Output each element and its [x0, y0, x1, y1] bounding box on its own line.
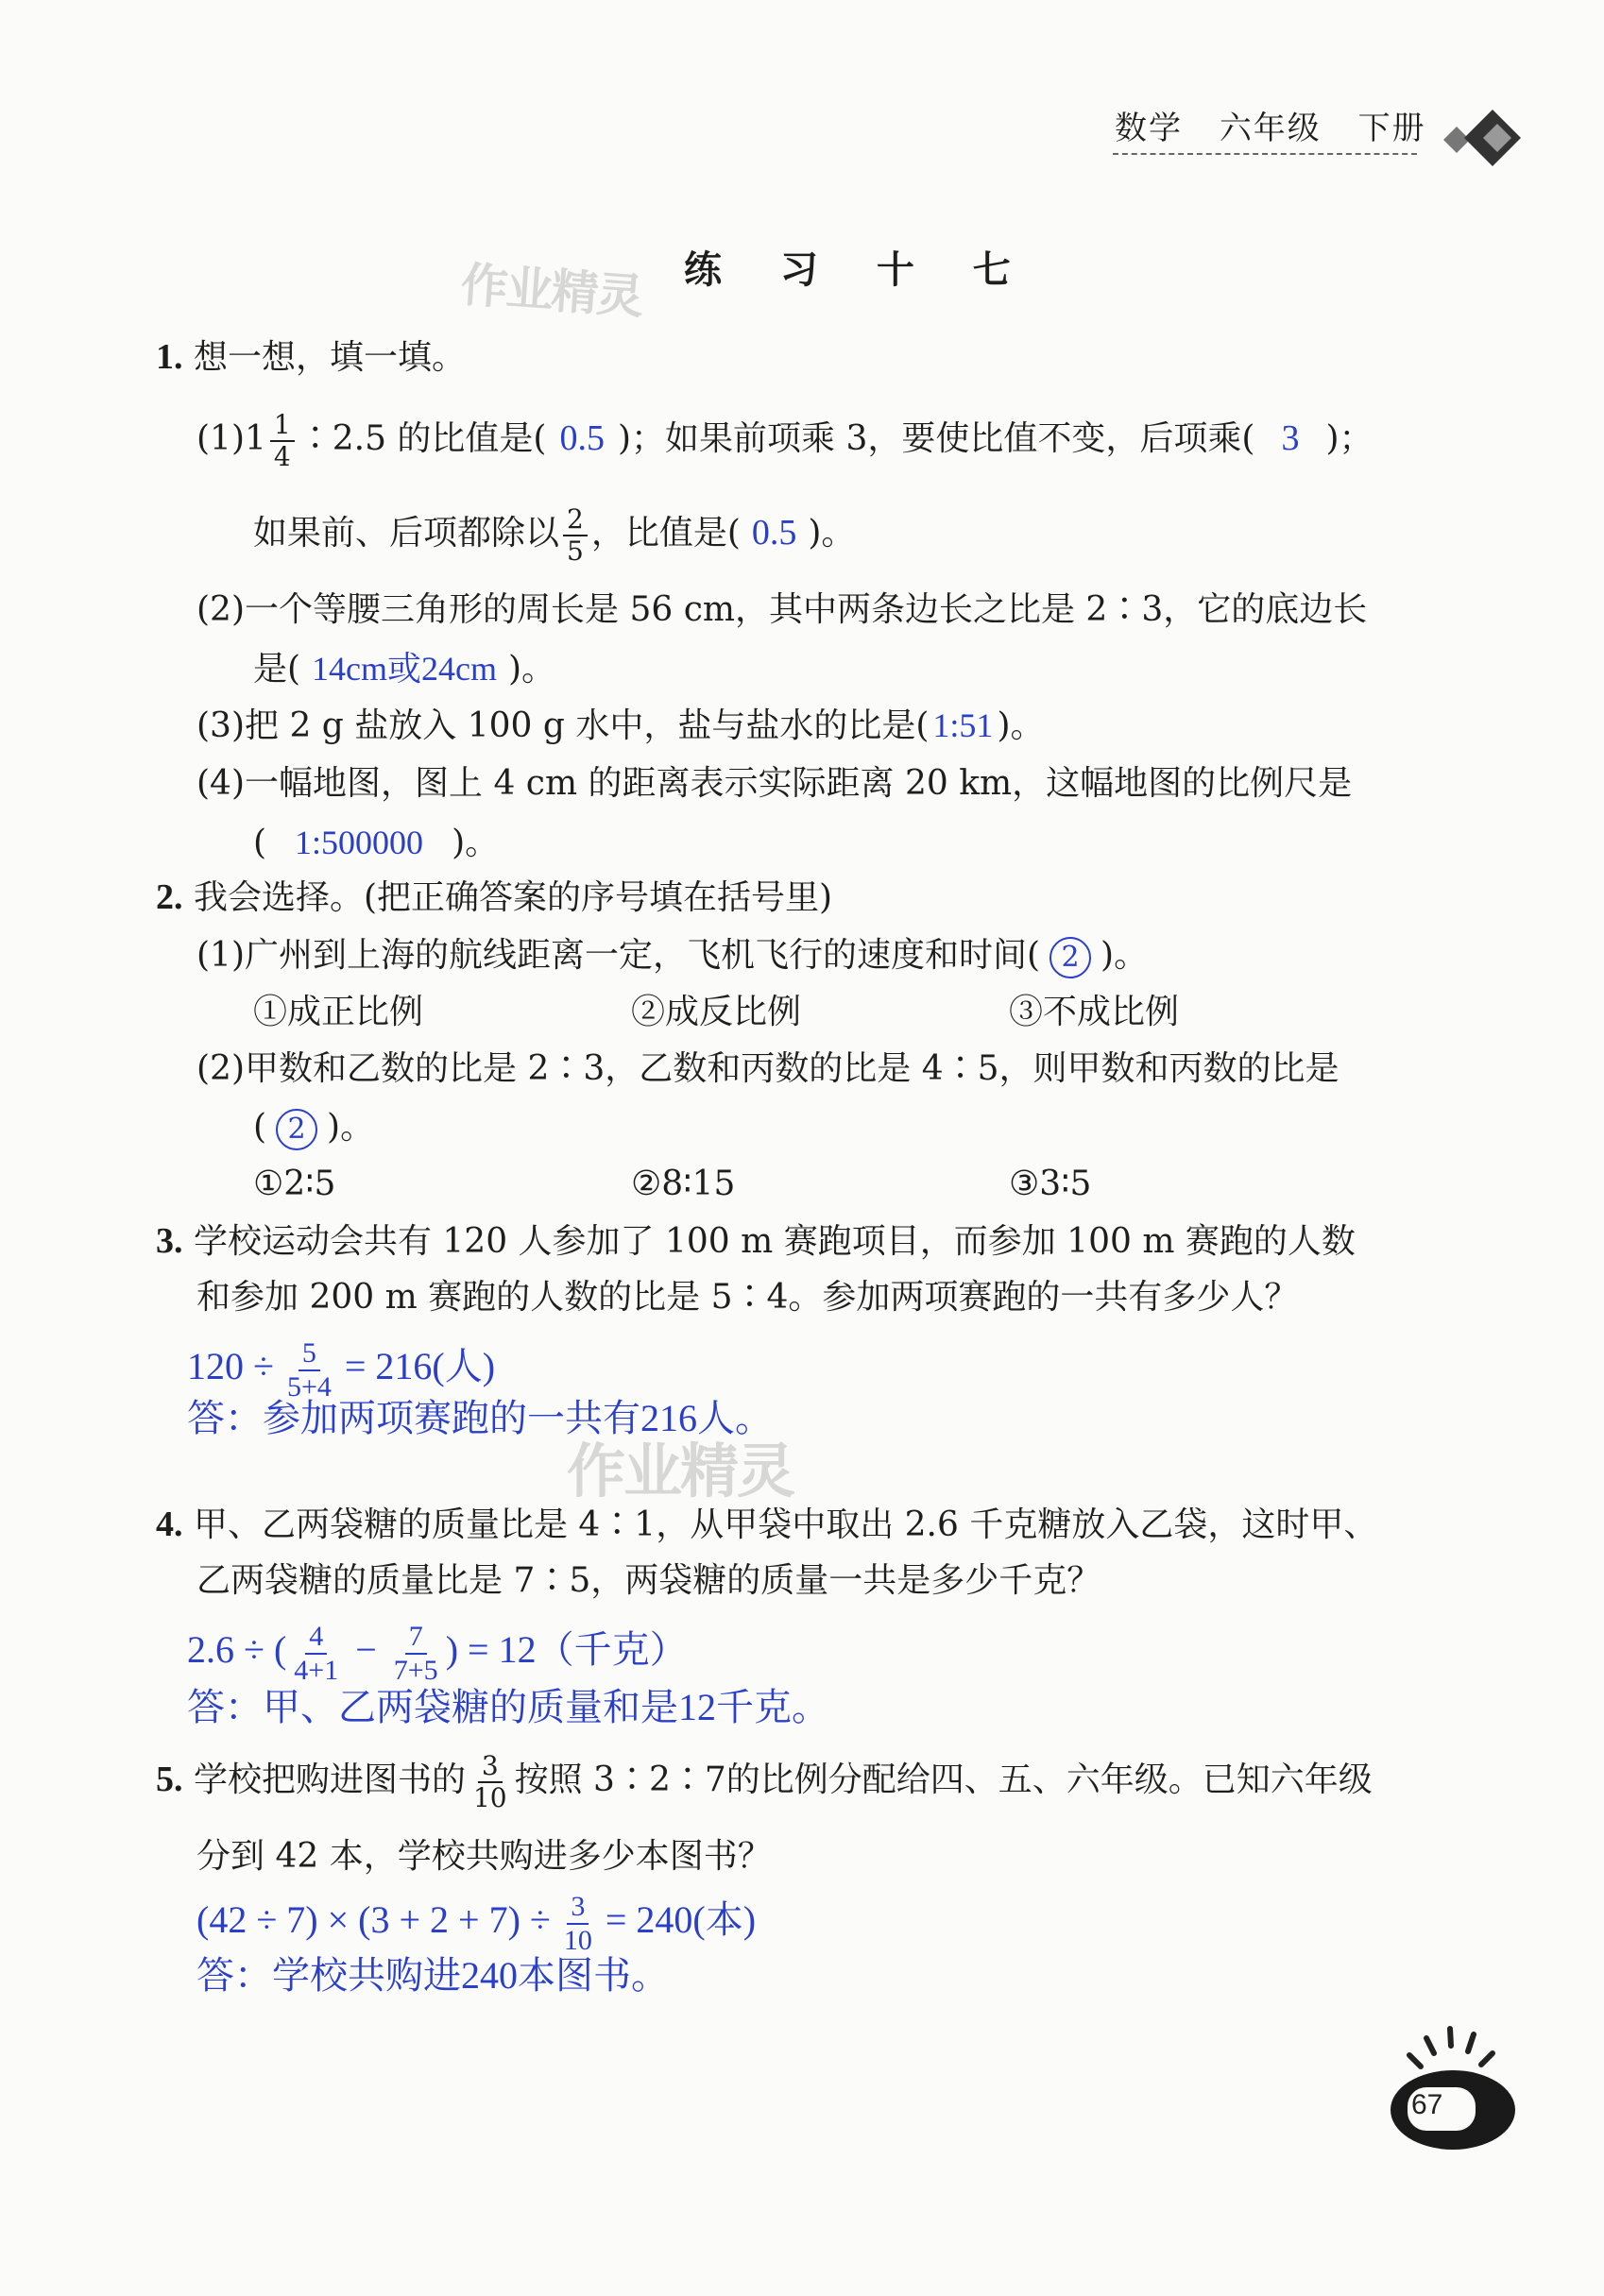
- q5-calculation: [196, 1893, 756, 1955]
- frac-numerator: 3: [567, 1893, 589, 1925]
- header-subject-line: [1115, 102, 1426, 148]
- q2-part2-line2: [253, 1107, 374, 1150]
- q1p3-answer: 1:51: [932, 706, 994, 744]
- q2-prompt: 我会选择。(把正确答案的序号填在括号里): [193, 878, 833, 917]
- q1-part2-line1: (2)一个等腰三角形的周长是 56 cm，其中两条边长之比是 2∶3，它的底边长: [196, 590, 1368, 629]
- q2-part2-line1: (2)甲数和乙数的比是 2∶3，乙数和丙数的比是 4∶5，则甲数和丙数的比是: [196, 1049, 1340, 1088]
- q1p1-line2-text2: ，比值是(: [590, 514, 741, 553]
- q1p1-line2-text3: )。: [808, 514, 856, 553]
- q5-line2: 分到 42 本，学校共购进多少本图书？: [196, 1837, 772, 1876]
- watermark-top: 作业精灵: [458, 257, 644, 325]
- header-subject: 数学: [1115, 110, 1183, 147]
- q1-part2-line2: [253, 648, 555, 690]
- q4-calc-text2: ) = 12（千克）: [445, 1628, 688, 1672]
- q1p1-answer2: 3: [1281, 418, 1300, 458]
- q1p1-answer3: 0.5: [751, 513, 797, 553]
- q1p3-text2: )。: [997, 706, 1045, 745]
- q2p2-option-1: ①2∶5: [253, 1165, 336, 1203]
- q3-number: 3.: [156, 1221, 183, 1261]
- q1p1-text1: ∶2.5 的比值是(: [298, 419, 547, 458]
- q1p3-text1: (3)把 2 g 盐放入 100 g 水中，盐与盐水的比是(: [196, 706, 930, 745]
- q3-line2: 和参加 200 m 赛跑的人数的比是 5∶4。参加两项赛跑的一共有多少人？: [196, 1278, 1299, 1317]
- q2-number: 2.: [156, 877, 183, 917]
- q1p1-fraction2: [563, 503, 588, 567]
- q4-calc-fraction1: [290, 1623, 342, 1685]
- page-number-badge: [1360, 2012, 1530, 2163]
- q5-calc-text1: (42 ÷ 7) × (3 + 2 + 7) ÷: [196, 1898, 551, 1942]
- q5-fraction: [469, 1750, 511, 1813]
- frac-numerator: 5: [299, 1339, 320, 1371]
- q1-part3: [196, 705, 1044, 747]
- q1p2-answer: 14cm或24cm: [312, 650, 498, 688]
- page-number: 67: [1411, 2089, 1443, 2120]
- q1p4-text2: )。: [452, 824, 500, 862]
- q1-header: [156, 336, 466, 379]
- q5-number: 5.: [156, 1760, 183, 1799]
- frac-denominator: 5+4: [286, 1371, 332, 1403]
- q2p1-text1: (1)广州到上海的航线距离一定，飞机飞行的速度和时间(: [196, 936, 1041, 975]
- q5-answer: 答：学校共购进240本图书。: [196, 1954, 669, 1997]
- q1p2-text2: )。: [508, 650, 556, 689]
- q1p1-answer1: 0.5: [559, 418, 605, 458]
- q1p1-text3: )；: [1325, 419, 1374, 458]
- q1p1-line2-text1: 如果前、后项都除以: [253, 514, 560, 553]
- q1-part4-line2: [253, 822, 499, 864]
- q4-text-line1: 甲、乙两袋糖的质量比是 4∶1，从甲袋中取出 2.6 千克糖放入乙袋，这时甲、: [193, 1505, 1378, 1544]
- q1p1-label: (1)1: [196, 419, 266, 458]
- page-title: 练 习 十 七: [684, 247, 1033, 292]
- q2p1-option-1: ①成正比例: [253, 993, 424, 1031]
- frac-numerator: 7: [405, 1623, 427, 1655]
- frac-denominator: 4+1: [294, 1655, 339, 1686]
- q1-part1-line1: [196, 409, 1374, 472]
- q1p1-text2: )；如果前项乘 3，要使比值不变，后项乘(: [617, 419, 1255, 458]
- frac-numerator: 4: [305, 1623, 327, 1655]
- watermark-middle: 作业精灵: [567, 1437, 794, 1505]
- q3-calc-text2: = 216(人): [344, 1345, 496, 1388]
- frac-denominator: 10: [563, 1925, 592, 1956]
- q2p2-text2: )。: [327, 1108, 375, 1147]
- q1p1-fraction: [270, 409, 295, 472]
- q4-calc-text1: 2.6 ÷ (: [187, 1628, 287, 1672]
- q2p1-answer: [1049, 936, 1091, 975]
- header-diamond-decoration: [1426, 102, 1540, 168]
- q2p2-option-2: ②8∶15: [631, 1165, 736, 1203]
- q2p1-answer-circle: 2: [1049, 937, 1091, 978]
- q3-calc-fraction: [283, 1339, 335, 1402]
- q1-part1-line2: [253, 503, 856, 567]
- q4-calc-fraction2: [390, 1623, 442, 1685]
- frac-numerator: 3: [478, 1753, 503, 1783]
- frac-numerator: 2: [563, 506, 588, 536]
- q4-answer: 答：甲、乙两袋糖的质量和是12千克。: [187, 1686, 829, 1728]
- q5-calc-text2: = 240(本): [605, 1898, 757, 1942]
- q1-prompt: 想一想，填一填。: [193, 338, 466, 377]
- q4-calc-minus: −: [355, 1628, 377, 1672]
- q3-text-line1: 学校运动会共有 120 人参加了 100 m 赛跑项目，而参加 100 m 赛跑的人数: [193, 1222, 1356, 1261]
- q2p1-option-3: ③不成比例: [1009, 993, 1180, 1031]
- q2p2-text1: (: [253, 1108, 267, 1147]
- q5-text1: 学校把购进图书的: [193, 1760, 466, 1799]
- q3-calculation: [187, 1339, 495, 1402]
- q4-calculation: [187, 1623, 688, 1685]
- q4-line2: 乙两袋糖的质量比是 7∶5，两袋糖的质量一共是多少千克？: [196, 1561, 1101, 1600]
- q1-number: 1.: [156, 337, 183, 377]
- q4-number: 4.: [156, 1505, 183, 1544]
- frac-denominator: 10: [472, 1782, 507, 1813]
- header-grade: 六年级: [1219, 110, 1322, 147]
- q1p4-answer: 1:500000: [295, 824, 424, 861]
- header-dashed-rule: [1113, 153, 1417, 155]
- q2-header: [156, 876, 832, 919]
- q2-part1: [196, 935, 1148, 978]
- q3-calc-text1: 120 ÷: [187, 1345, 274, 1388]
- q1-part4-line1: (4)一幅地图，图上 4 cm 的距离表示实际距离 20 km，这幅地图的比例尺是: [196, 764, 1353, 803]
- frac-denominator: 7+5: [393, 1655, 438, 1686]
- q3-line1: [156, 1220, 1356, 1263]
- q1p4-text1: (: [253, 824, 267, 862]
- q1p2-text1: 是(: [253, 650, 301, 689]
- frac-denominator: 4: [273, 441, 291, 472]
- frac-denominator: 5: [567, 536, 584, 567]
- q2p2-answer: [276, 1108, 317, 1147]
- q5-line1: [156, 1750, 1373, 1813]
- frac-numerator: 1: [270, 412, 295, 442]
- q2p2-option-3: ③3∶5: [1009, 1165, 1092, 1203]
- q5-calc-fraction: [560, 1893, 596, 1955]
- q2p1-text2: )。: [1101, 936, 1149, 975]
- q2p1-option-2: ②成反比例: [631, 993, 802, 1031]
- q5-text2: 按照 3∶2∶7的比例分配给四、五、六年级。已知六年级: [514, 1760, 1373, 1799]
- q3-answer: 答：参加两项赛跑的一共有216人。: [187, 1397, 773, 1439]
- q4-line1: [156, 1504, 1377, 1546]
- header-volume: 下册: [1357, 110, 1426, 147]
- q2p2-answer-circle: 2: [276, 1109, 317, 1150]
